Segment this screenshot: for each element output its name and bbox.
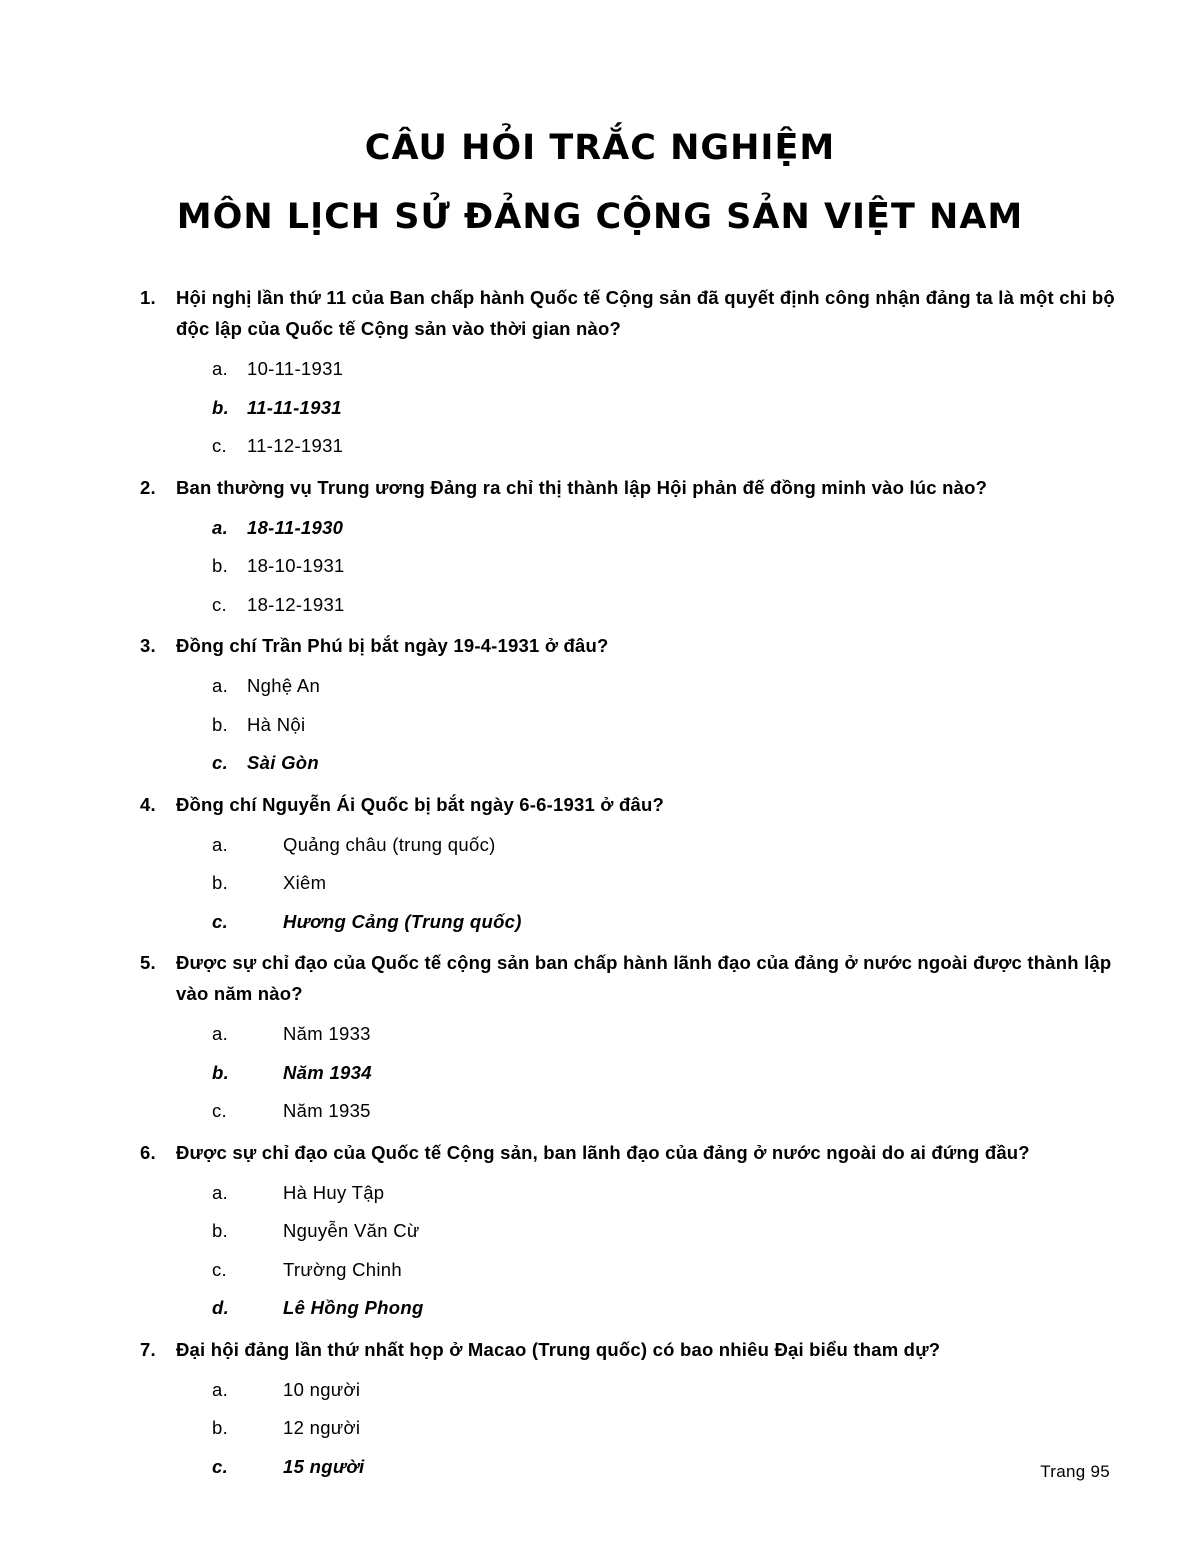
option-list: [140, 350, 1120, 466]
option-letter: c.: [212, 1258, 227, 1280]
option-list: [140, 667, 1120, 783]
question-4: [140, 789, 1120, 942]
option-a: [140, 1174, 1120, 1213]
option-c-correct: [140, 1448, 1120, 1487]
option-text: Hà Nội: [247, 713, 306, 735]
question-text: Đồng chí Nguyễn Ái Quốc bị bắt ngày 6-6-1931 ở đâu?: [176, 793, 664, 815]
question-number: 3.: [140, 635, 156, 656]
option-letter: b.: [212, 1417, 229, 1439]
option-text: Hà Huy Tập: [283, 1181, 385, 1203]
question-3: [140, 630, 1120, 783]
option-letter: c.: [212, 435, 227, 457]
option-letter: d.: [212, 1297, 230, 1319]
question-number: 1.: [140, 287, 156, 308]
document-title-line-1: CÂU HỎI TRẮC NGHIỆM: [364, 128, 836, 168]
option-text: Sài Gòn: [247, 752, 319, 774]
option-a-correct: [140, 509, 1120, 548]
option-text: Quảng châu (trung quốc): [283, 833, 496, 855]
question-number: 4.: [140, 793, 156, 815]
question-7: [140, 1334, 1120, 1487]
option-text: Năm 1933: [283, 1023, 371, 1045]
option-letter: a.: [212, 1378, 229, 1400]
option-list: [140, 826, 1120, 942]
question-text: Ban thường vụ Trung ương Đảng ra chỉ thị thành lập Hội phản đế đồng minh vào lúc nào?: [176, 476, 988, 498]
option-letter: a.: [212, 1023, 229, 1045]
option-c: [140, 1251, 1120, 1290]
option-text: Năm 1935: [283, 1100, 371, 1122]
question-number: 2.: [140, 476, 156, 498]
option-letter: c.: [212, 1455, 229, 1477]
option-letter: b.: [212, 713, 229, 735]
option-letter: b.: [212, 396, 230, 418]
option-b: [140, 1409, 1120, 1448]
option-text: 10-11-1931: [247, 358, 344, 380]
option-text: Hương Cảng (Trung quốc): [283, 910, 522, 932]
question-2: [140, 472, 1120, 625]
option-letter: b.: [212, 555, 229, 577]
option-b: [140, 1212, 1120, 1251]
question-text: Đại hội đảng lần thứ nhất họp ở Macao (Trung quốc) có bao nhiêu Đại biểu tham dự?: [176, 1338, 941, 1360]
option-letter: a.: [212, 1181, 229, 1203]
option-c: [140, 1092, 1120, 1131]
option-text: Năm 1934: [283, 1061, 372, 1083]
option-letter: c.: [212, 910, 229, 932]
option-text: 12 người: [283, 1417, 361, 1439]
option-list: [140, 1015, 1120, 1131]
option-b-correct: [140, 389, 1120, 428]
question-1: [140, 282, 1120, 466]
option-list: [140, 1371, 1120, 1487]
option-text: Nghệ An: [247, 675, 321, 697]
option-a: [140, 826, 1120, 865]
question-number: 5.: [140, 952, 156, 973]
option-text: 11-11-1931: [247, 396, 342, 418]
option-b: [140, 706, 1120, 745]
question-text: Đồng chí Trần Phú bị bắt ngày 19-4-1931 ở đâu?: [176, 635, 609, 656]
document-title-line-2: MÔN LỊCH SỬ ĐẢNG CỘNG SẢN VIỆT NAM: [176, 197, 1024, 237]
option-list: [140, 509, 1120, 625]
option-b-correct: [140, 1054, 1120, 1093]
option-a: [140, 667, 1120, 706]
question-number: 7.: [140, 1338, 156, 1360]
question-number: 6.: [140, 1141, 156, 1163]
option-a: [140, 350, 1120, 389]
page-number: Trang 95: [1040, 1462, 1110, 1481]
option-b: [140, 864, 1120, 903]
option-d-correct: [140, 1289, 1120, 1328]
option-text: Trường Chinh: [283, 1258, 402, 1280]
question-6: [140, 1137, 1120, 1328]
option-a: [140, 1015, 1120, 1054]
option-letter: c.: [212, 752, 229, 774]
option-c: [140, 427, 1120, 466]
option-letter: a.: [212, 675, 229, 697]
option-list: [140, 1174, 1120, 1328]
option-text: 18-10-1931: [247, 555, 345, 577]
option-letter: c.: [212, 593, 227, 615]
question-text: Được sự chỉ đạo của Quốc tế cộng sản ban chấp hành lãnh đạo của đảng ở nước ngoài được thành lập vào năm nào?: [176, 952, 1112, 1004]
option-text: Nguyễn Văn Cừ: [283, 1220, 420, 1242]
option-letter: a.: [212, 833, 229, 855]
option-letter: a.: [212, 358, 229, 380]
option-letter: b.: [212, 1061, 230, 1083]
option-text: 15 người: [283, 1455, 365, 1477]
option-c: [140, 586, 1120, 625]
question-text: Hội nghị lần thứ 11 của Ban chấp hành Quốc tế Cộng sản đã quyết định công nhận đảng ta là một chi bộ độc lập của Quốc tế Cộng sản vào thời gian nào?: [176, 287, 1115, 339]
option-b: [140, 547, 1120, 586]
option-letter: b.: [212, 1220, 229, 1242]
question-list: [140, 282, 1120, 1492]
option-text: 18-12-1931: [247, 593, 345, 615]
option-c-correct: [140, 744, 1120, 783]
option-text: Xiêm: [283, 872, 327, 894]
option-a: [140, 1371, 1120, 1410]
option-text: 11-12-1931: [247, 435, 344, 457]
option-letter: b.: [212, 872, 229, 894]
option-letter: c.: [212, 1100, 227, 1122]
question-5: [140, 947, 1120, 1131]
option-text: Lê Hồng Phong: [283, 1297, 424, 1319]
question-text: Được sự chỉ đạo của Quốc tế Cộng sản, ban lãnh đạo của đảng ở nước ngoài do ai đứng đầu?: [176, 1141, 1030, 1163]
option-text: 18-11-1930: [247, 516, 344, 538]
option-letter: a.: [212, 516, 229, 538]
option-c-correct: [140, 903, 1120, 942]
option-text: 10 người: [283, 1378, 361, 1400]
